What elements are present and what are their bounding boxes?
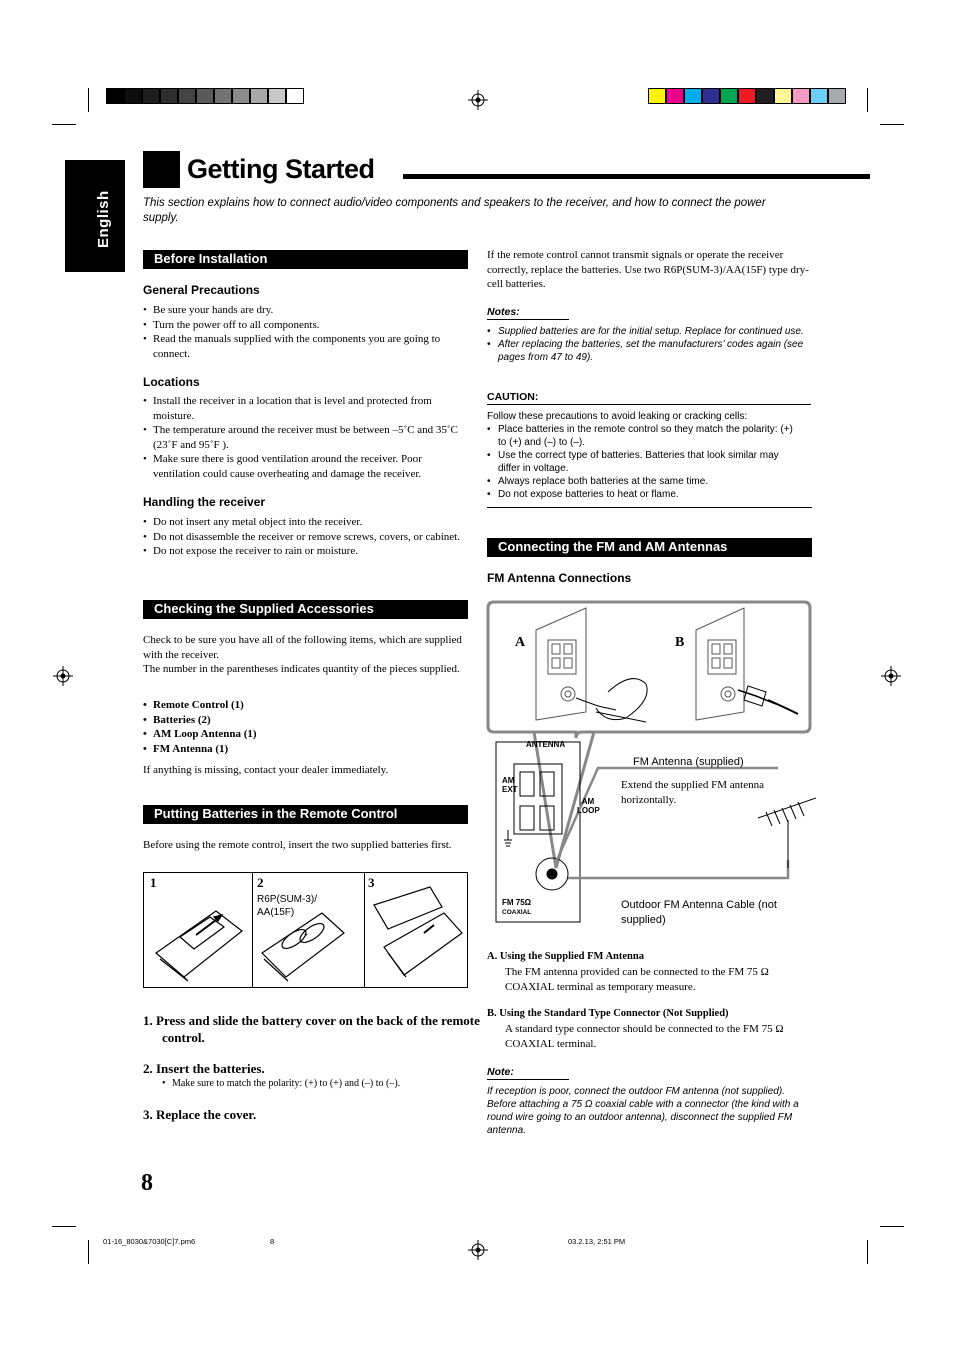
list-item: • Make sure to match the polarity: (+) to (+) and (–) to (–). bbox=[162, 1077, 468, 1092]
color-swatch bbox=[828, 88, 846, 104]
panel-number: 1 bbox=[150, 875, 157, 890]
note-heading: Note: bbox=[487, 1066, 569, 1080]
registration-target-icon bbox=[468, 1240, 488, 1260]
fm75-label: FM 75Ω bbox=[502, 898, 532, 907]
list-item: • Do not expose the receiver to rain or moisture. bbox=[143, 544, 468, 559]
color-swatch bbox=[232, 88, 250, 104]
color-swatch bbox=[738, 88, 756, 104]
crop-mark bbox=[867, 1240, 868, 1264]
antenna-terminal-label: ANTENNA bbox=[526, 740, 566, 749]
step-2: 2. Insert the batteries. bbox=[143, 1061, 265, 1076]
color-swatch bbox=[702, 88, 720, 104]
general-precautions-title: General Precautions bbox=[143, 283, 260, 297]
fm-antenna-connections-title: FM Antenna Connections bbox=[487, 571, 632, 585]
notes-list bbox=[487, 325, 809, 364]
crop-mark bbox=[88, 88, 89, 112]
outdoor-cable-label: Outdoor FM Antenna Cable (not supplied) bbox=[621, 899, 777, 926]
method-a-title: A. Using the Supplied FM Antenna bbox=[487, 951, 644, 962]
handling-title: Handling the receiver bbox=[143, 495, 266, 509]
method-b-text: A standard type connector should be connected to the FM 75 Ω COAXIAL terminal. bbox=[505, 1023, 784, 1050]
general-precautions-list bbox=[143, 303, 468, 361]
handling-list bbox=[143, 515, 468, 559]
accessories-intro-2: The number in the parentheses indicates quantity of the pieces supplied. bbox=[143, 663, 460, 675]
list-item: • Batteries (2) bbox=[143, 713, 468, 728]
batteries-intro: Before using the remote control, insert the two supplied batteries first. bbox=[143, 839, 452, 851]
color-swatch bbox=[684, 88, 702, 104]
caution-list bbox=[487, 423, 797, 501]
list-item: • Do not expose batteries to heat or flame. bbox=[487, 488, 797, 501]
list-item: • Do not insert any metal object into the receiver. bbox=[143, 515, 468, 530]
footer-filename: 01-16_8030&7030[C]7.pm6 bbox=[103, 1237, 196, 1246]
am-ext-label: AM EXT bbox=[502, 776, 518, 794]
fm-antenna-supplied-label: FM Antenna (supplied) bbox=[633, 756, 744, 768]
title-block bbox=[143, 151, 180, 188]
section-heading-accessories: Checking the Supplied Accessories bbox=[143, 600, 468, 619]
notes-heading: Notes: bbox=[487, 306, 569, 320]
color-swatch bbox=[142, 88, 160, 104]
list-item: • Do not disassemble the receiver or remove screws, covers, or cabinet. bbox=[143, 530, 468, 545]
color-swatch bbox=[792, 88, 810, 104]
registration-target-icon bbox=[881, 666, 901, 686]
battery-type-caption: R6P(SUM-3)/ AA(15F) bbox=[257, 894, 318, 918]
color-swatch bbox=[286, 88, 304, 104]
section-heading-before-installation: Before Installation bbox=[143, 250, 468, 269]
color-swatch bbox=[160, 88, 178, 104]
list-item: • Always replace both batteries at the same time. bbox=[487, 475, 797, 488]
title-rule bbox=[403, 174, 870, 179]
crop-mark bbox=[880, 1226, 904, 1227]
list-item: • Install the receiver in a location that is level and protected from moisture. bbox=[143, 394, 468, 423]
caution-rule bbox=[487, 507, 812, 508]
accessories-list bbox=[143, 698, 468, 756]
method-b-title: B. Using the Standard Type Connector (Not Supplied) bbox=[487, 1008, 729, 1019]
am-loop-label: AM LOOP bbox=[577, 797, 600, 815]
extend-antenna-text: Extend the supplied FM antenna horizontally. bbox=[621, 779, 764, 806]
step-1: 1. Press and slide the battery cover on the back of the remote control. bbox=[143, 1013, 480, 1045]
step-2-sublist bbox=[162, 1077, 468, 1092]
section-heading-batteries: Putting Batteries in the Remote Control bbox=[143, 805, 468, 824]
crop-mark bbox=[52, 124, 76, 125]
step-3: 3. Replace the cover. bbox=[143, 1107, 257, 1122]
color-swatch bbox=[106, 88, 124, 104]
color-swatch bbox=[666, 88, 684, 104]
page-number: 8 bbox=[141, 1170, 153, 1196]
page-title: Getting Started bbox=[187, 154, 375, 184]
color-swatch bbox=[774, 88, 792, 104]
list-item: • After replacing the batteries, set the manufacturers’ codes again (see pages from 47 to 49). bbox=[487, 338, 809, 364]
list-item: • The temperature around the receiver must be between –5˚C and 35˚C (23˚F and 95˚F ). bbox=[143, 423, 468, 452]
list-item: • Place batteries in the remote control so they match the polarity: (+) to (+) and (–) to (–). bbox=[487, 423, 797, 449]
locations-title: Locations bbox=[143, 375, 200, 389]
language-tab bbox=[65, 160, 125, 272]
color-swatch bbox=[250, 88, 268, 104]
battery-illustration bbox=[143, 872, 468, 988]
method-a-text: The FM antenna provided can be connected to the FM 75 Ω COAXIAL terminal as temporary measure. bbox=[505, 966, 769, 993]
list-item: • Use the correct type of batteries. Batteries that look similar may differ in voltage. bbox=[487, 449, 797, 475]
list-item: • AM Loop Antenna (1) bbox=[143, 727, 468, 742]
crop-mark bbox=[52, 1226, 76, 1227]
remote-control-drawing bbox=[144, 873, 467, 987]
panel-number: 2 bbox=[257, 875, 264, 890]
panel-number: 3 bbox=[368, 875, 375, 890]
coaxial-label: COAXIAL bbox=[502, 909, 532, 916]
color-swatch bbox=[196, 88, 214, 104]
color-swatch bbox=[720, 88, 738, 104]
section-heading-antennas: Connecting the FM and AM Antennas bbox=[487, 538, 812, 557]
remote-replace-text: If the remote control cannot transmit signals or operate the receiver correctly, replace the batteries. Use two R6P(SUM-3)/AA(15F) type dry-cell batteries. bbox=[487, 249, 809, 290]
color-swatch bbox=[214, 88, 232, 104]
list-item: • Read the manuals supplied with the components you are going to connect. bbox=[143, 332, 468, 361]
crop-mark bbox=[867, 88, 868, 112]
color-swatch bbox=[178, 88, 196, 104]
note-text: If reception is poor, connect the outdoor FM antenna (not supplied). Before attaching a 75 Ω coaxial cable with a connector (the kind with a round wire going to an outdoor antenna), disconnect the supplied FM antenna. bbox=[487, 1086, 799, 1136]
list-item: • Be sure your hands are dry. bbox=[143, 303, 468, 318]
registration-target-icon bbox=[468, 90, 488, 110]
intro-text: This section explains how to connect audio/video components and speakers to the receiver, and how to connect the power supply. bbox=[143, 197, 766, 224]
caution-intro: Follow these precautions to avoid leaking or cracking cells: bbox=[487, 411, 748, 422]
svg-text:+: + bbox=[304, 930, 309, 939]
footer-page: 8 bbox=[270, 1237, 275, 1246]
color-swatch bbox=[756, 88, 774, 104]
color-swatch bbox=[268, 88, 286, 104]
list-item: • Remote Control (1) bbox=[143, 698, 468, 713]
language-label: English bbox=[95, 190, 112, 248]
list-item: • Make sure there is good ventilation around the receiver. Poor ventilation could cause overheating and damage the receiver. bbox=[143, 452, 468, 481]
registration-target-icon bbox=[53, 666, 73, 686]
color-swatch bbox=[124, 88, 142, 104]
crop-mark bbox=[88, 1240, 89, 1264]
list-item: • FM Antenna (1) bbox=[143, 742, 468, 757]
accessories-intro-1: Check to be sure you have all of the following items, which are supplied with the receiver. bbox=[143, 634, 462, 661]
diagram-label-b: B bbox=[675, 635, 685, 650]
caution-heading: CAUTION: bbox=[487, 391, 811, 405]
list-item: • Supplied batteries are for the initial setup. Replace for continued use. bbox=[487, 325, 809, 338]
color-swatch bbox=[810, 88, 828, 104]
diagram-label-a: A bbox=[515, 635, 526, 650]
list-item: • Turn the power off to all components. bbox=[143, 318, 468, 333]
accessories-footer: If anything is missing, contact your dealer immediately. bbox=[143, 764, 389, 776]
footer-date: 03.2.13, 2:51 PM bbox=[568, 1237, 626, 1246]
locations-list bbox=[143, 394, 468, 481]
color-swatch bbox=[648, 88, 666, 104]
crop-mark bbox=[880, 124, 904, 125]
